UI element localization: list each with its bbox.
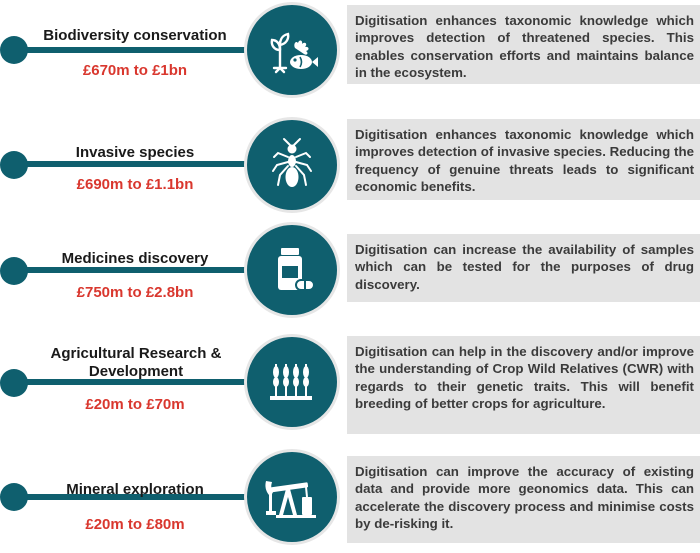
benefit-title: Mineral exploration [66,481,204,498]
connector-dot [0,483,28,511]
medicine-bottle-icon [244,222,340,318]
benefit-title: Invasive species [75,144,195,161]
benefit-value: £670m to £1bn [82,62,188,79]
ant-icon [244,117,340,213]
benefit-title: Medicines discovery [61,250,209,267]
wheat-icon [244,334,340,430]
plant-fish-icon [244,2,340,98]
connector-line [6,47,276,53]
benefit-value: £690m to £1.1bn [76,176,194,193]
benefit-value: £20m to £70m [85,396,185,413]
benefit-description: Digitisation can help in the discovery and/or improve the understanding of Crop Wild Relatives (CWR) with regards to their genetic traits. This will benefit breeding of better crops for agriculture. [347,336,700,434]
benefit-description: Digitisation enhances taxonomic knowledge which improves detection of threatened species. This enables conservation efforts and maintains balance in the ecosystem. [347,5,700,84]
connector-dot [0,369,28,397]
benefit-description: Digitisation enhances taxonomic knowledge which improves detection of invasive species. Reducing the frequency of genuine threats leads to significant economic benefits. [347,119,700,200]
benefit-row-biodiversity [0,0,700,110]
benefit-value: £20m to £80m [85,516,185,533]
benefit-value: £750m to £2.8bn [76,284,194,301]
oil-pump-icon [244,449,340,545]
benefit-row-mineral [0,443,700,553]
benefit-title: Biodiversity conservation [43,27,227,44]
benefit-row-invasive-species [0,114,700,224]
benefit-row-agriculture [0,332,700,442]
benefit-title: Agricultural Research & Development [50,345,222,380]
connector-dot [0,36,28,64]
connector-dot [0,257,28,285]
benefit-description: Digitisation can improve the accuracy of existing data and provide more geonomics data. This can accelerate the discovery process and minimise costs by de-risking it. [347,456,700,543]
benefit-description: Digitisation can increase the availability of samples which can be tested for the purposes of drug discovery. [347,234,700,302]
benefit-row-medicines [0,222,700,332]
connector-dot [0,151,28,179]
